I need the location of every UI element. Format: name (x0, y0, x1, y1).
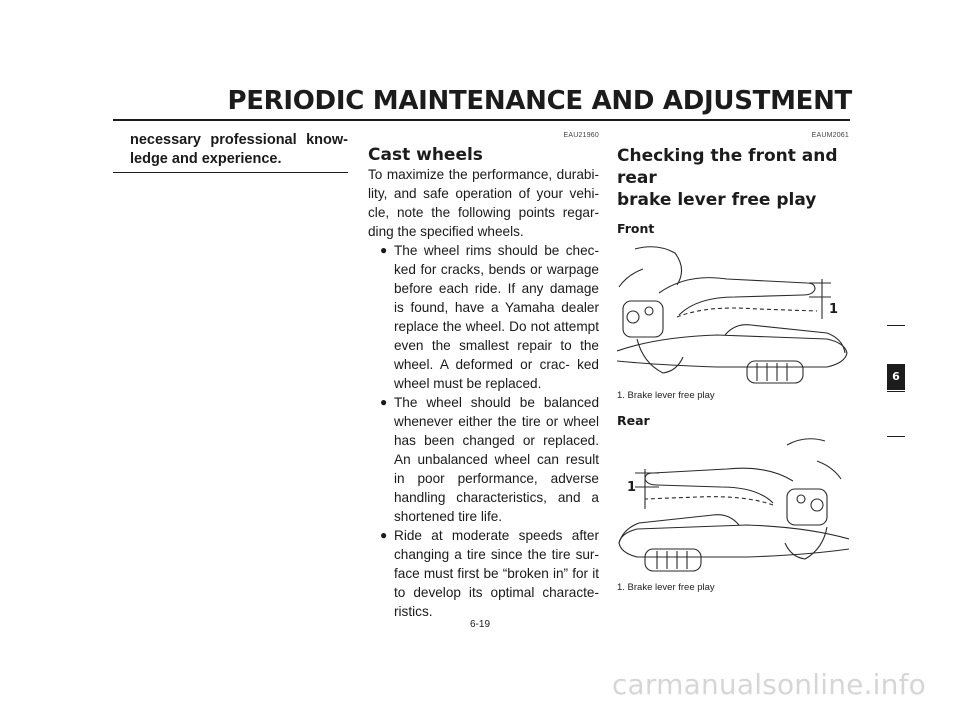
bullet-text: The wheel should be balanced whenever either the tire or wheel has been changed or replaced. An unbalanced wheel can result in poor performance, adverse handling characteristics, and a shortened tire life. (394, 395, 599, 524)
column-left (130, 128, 348, 173)
bullet-text: The wheel rims should be chec- ked for cracks, bends or warpage before each ride. If any damage is found, have a Yamaha dealer replace the wheel. Do not attempt even the smallest repair to the wheel. A deformed or crac- ked wheel must be replaced. (394, 243, 599, 391)
page-number: 6-19 (469, 619, 490, 630)
section-end-rule (113, 172, 348, 173)
callout-number: 1 (829, 302, 839, 317)
column-right (617, 128, 849, 595)
front-label: Front (617, 221, 655, 236)
rear-label: Rear (617, 413, 650, 428)
chapter-tab-frame-top (887, 325, 905, 365)
wheel-bullet-list (368, 241, 599, 621)
front-brake-lever-illustration (617, 239, 849, 389)
rear-brake-lever-illustration (617, 431, 849, 581)
section-title-brake-lever (617, 145, 849, 211)
section-title-cast-wheels: Cast wheels (368, 145, 483, 165)
section-code: EAU21960 (563, 132, 599, 139)
title-line-1: Checking the front and rear (617, 146, 838, 188)
column-middle (368, 128, 599, 621)
header-rule (113, 119, 850, 121)
list-item (368, 241, 599, 393)
list-item (368, 393, 599, 526)
continuation-text: necessary professional know- ledge and experience. (130, 132, 348, 167)
section-code: EAUM2061 (811, 132, 849, 139)
chapter-tab: 6 (887, 364, 905, 390)
bullet-text: Ride at moderate speeds after changing a tire since the tire sur- face must first be “broken in” for it to develop its optimal characte- ristics. (394, 528, 599, 619)
front-caption: 1. Brake lever free play (617, 390, 715, 401)
title-line-2: brake lever free play (617, 190, 817, 210)
chapter-tab-frame-bottom (887, 391, 905, 437)
bullet-dot-icon: ● (380, 243, 388, 257)
callout-number: 1 (627, 480, 637, 495)
intro-paragraph: To maximize the performance, durabi- lity, and safe operation of your vehi- cle, note the following points regar- ding the specified wheels. (368, 167, 599, 239)
page-header-title: PERIODIC MAINTENANCE AND ADJUSTMENT (227, 86, 852, 116)
watermark-text: carmanualsonline.info (611, 668, 926, 701)
rear-caption: 1. Brake lever free play (617, 582, 715, 593)
bullet-dot-icon: ● (380, 395, 388, 409)
bullet-dot-icon: ● (380, 528, 388, 542)
list-item (368, 526, 599, 621)
